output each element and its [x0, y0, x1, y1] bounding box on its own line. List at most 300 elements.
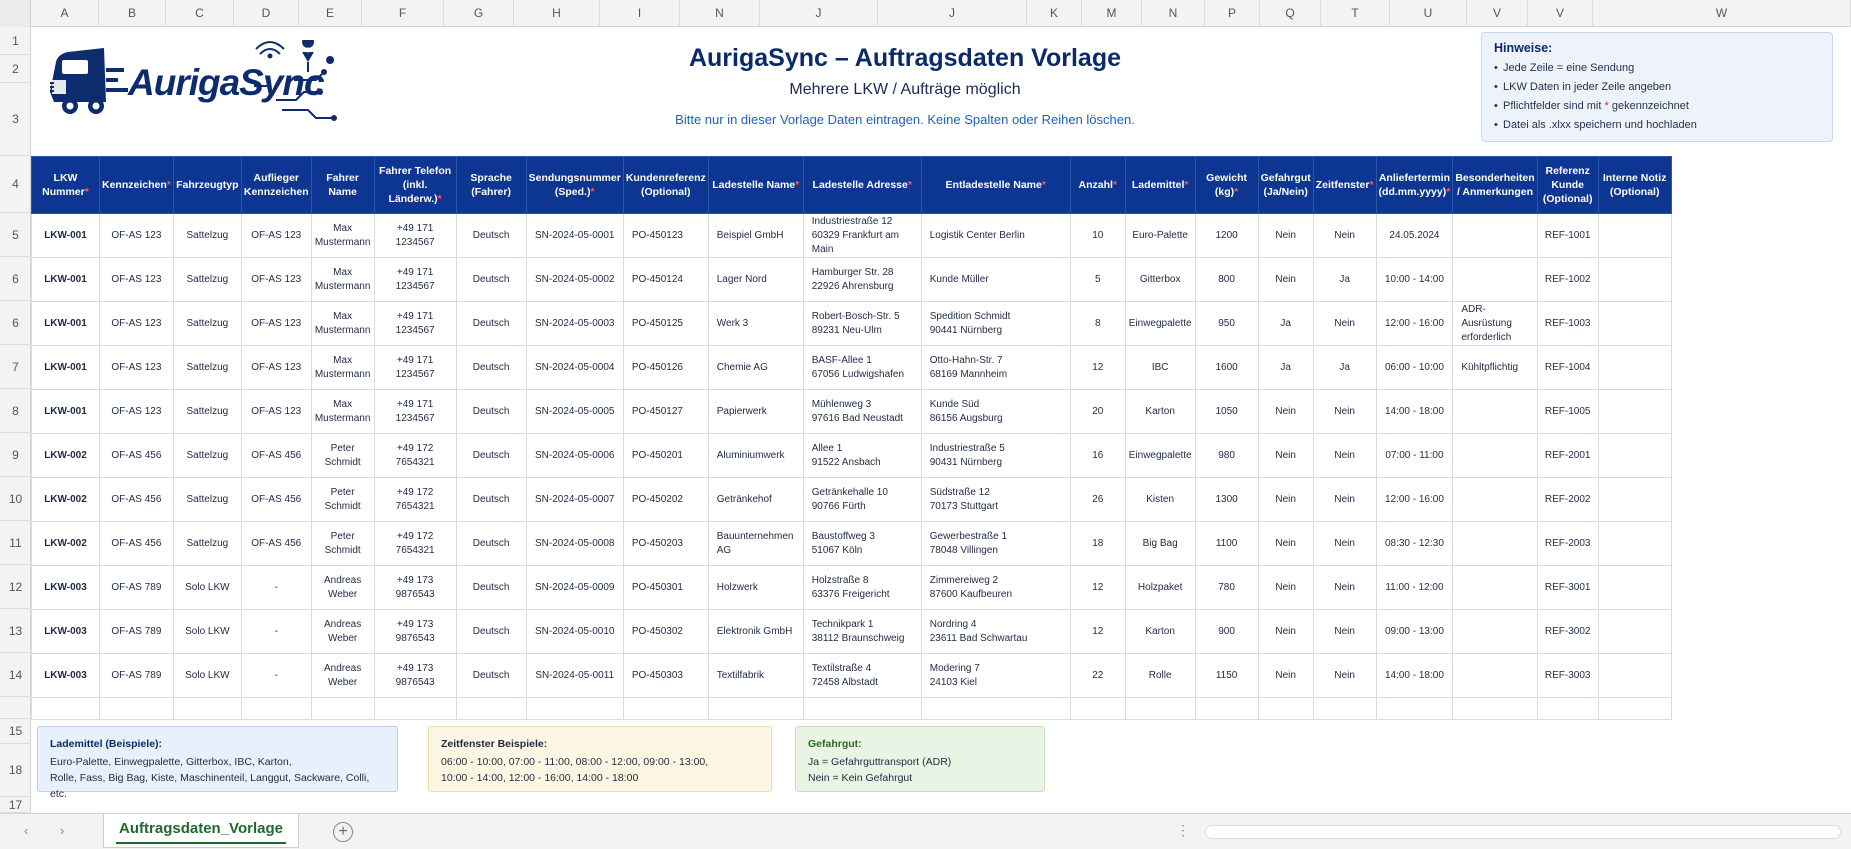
table-cell[interactable]: LKW-001	[32, 302, 100, 346]
column-title[interactable]	[921, 157, 1070, 214]
table-cell[interactable]: 950	[1195, 302, 1258, 346]
table-cell[interactable]: Nein	[1258, 390, 1313, 434]
table-cell[interactable]	[374, 698, 456, 720]
table-cell[interactable]: Spedition Schmidt 90441 Nürnberg	[921, 302, 1070, 346]
table-cell[interactable]: Nein	[1258, 478, 1313, 522]
table-cell[interactable]: 08:30 - 12:30	[1376, 522, 1453, 566]
table-cell[interactable]: PO-450201	[623, 434, 708, 478]
table-cell[interactable]: SN-2024-05-0004	[526, 346, 623, 390]
table-cell[interactable]: Max Mustermann	[311, 346, 374, 390]
table-cell[interactable]: Nein	[1258, 654, 1313, 698]
column-title[interactable]	[1598, 157, 1671, 214]
table-cell[interactable]	[1453, 522, 1537, 566]
column-title[interactable]	[1453, 157, 1537, 214]
table-cell[interactable]: Nein	[1313, 522, 1376, 566]
column-header[interactable]: K	[1027, 0, 1082, 27]
row-header[interactable]: 5	[0, 213, 31, 257]
table-cell[interactable]: BASF-Allee 1 67056 Ludwigshafen	[803, 346, 921, 390]
table-cell[interactable]: OF-AS 123	[100, 390, 174, 434]
table-cell[interactable]: IBC	[1125, 346, 1195, 390]
table-cell[interactable]: REF-2002	[1537, 478, 1598, 522]
table-cell[interactable]: Einwegpalette	[1125, 302, 1195, 346]
table-cell[interactable]: Textilfabrik	[708, 654, 803, 698]
column-header[interactable]: V	[1528, 0, 1593, 27]
table-cell[interactable]: Sattelzug	[173, 302, 241, 346]
table-cell[interactable]	[1598, 610, 1671, 654]
table-cell[interactable]: Holzstraße 8 63376 Freigericht	[803, 566, 921, 610]
table-cell[interactable]: Mühlenweg 3 97616 Bad Neustadt	[803, 390, 921, 434]
table-cell[interactable]	[1598, 478, 1671, 522]
table-cell[interactable]: Otto-Hahn-Str. 7 68169 Mannheim	[921, 346, 1070, 390]
table-cell[interactable]: OF-AS 456	[241, 478, 311, 522]
table-cell[interactable]: PO-450123	[623, 214, 708, 258]
table-cell[interactable]: Getränkehalle 10 90766 Fürth	[803, 478, 921, 522]
table-cell[interactable]	[1453, 610, 1537, 654]
table-cell[interactable]: 16	[1070, 434, 1125, 478]
table-cell[interactable]: Industriestraße 5 90431 Nürnberg	[921, 434, 1070, 478]
table-cell[interactable]: OF-AS 789	[100, 654, 174, 698]
table-cell[interactable]: OF-AS 123	[241, 346, 311, 390]
table-cell[interactable]: Deutsch	[456, 346, 526, 390]
table-cell[interactable]: 900	[1195, 610, 1258, 654]
table-cell[interactable]: LKW-001	[32, 390, 100, 434]
table-cell[interactable]: PO-450124	[623, 258, 708, 302]
table-cell[interactable]: PO-450301	[623, 566, 708, 610]
column-title[interactable]	[374, 157, 456, 214]
table-cell[interactable]: +49 173 9876543	[374, 566, 456, 610]
table-cell[interactable]: 5	[1070, 258, 1125, 302]
table-cell[interactable]: PO-450126	[623, 346, 708, 390]
row-header[interactable]: 9	[0, 433, 31, 477]
table-cell[interactable]: Ja	[1258, 346, 1313, 390]
table-cell[interactable]: -	[241, 610, 311, 654]
table-cell[interactable]: Sattelzug	[173, 434, 241, 478]
table-cell[interactable]	[1195, 698, 1258, 720]
table-cell[interactable]: +49 172 7654321	[374, 522, 456, 566]
table-cell[interactable]: +49 173 9876543	[374, 610, 456, 654]
table-cell[interactable]	[32, 698, 100, 720]
table-cell[interactable]: Peter Schmidt	[311, 434, 374, 478]
table-cell[interactable]	[1453, 478, 1537, 522]
table-cell[interactable]: 22	[1070, 654, 1125, 698]
table-cell[interactable]: Nein	[1313, 654, 1376, 698]
table-cell[interactable]: Solo LKW	[173, 654, 241, 698]
table-cell[interactable]: OF-AS 456	[100, 522, 174, 566]
table-cell[interactable]: +49 173 9876543	[374, 654, 456, 698]
select-all-corner[interactable]	[0, 0, 31, 27]
table-cell[interactable]	[921, 698, 1070, 720]
table-cell[interactable]: 12:00 - 16:00	[1376, 478, 1453, 522]
column-header[interactable]: H	[514, 0, 600, 27]
table-cell[interactable]: LKW-003	[32, 654, 100, 698]
add-sheet-button[interactable]: +	[333, 822, 353, 842]
table-cell[interactable]: REF-1004	[1537, 346, 1598, 390]
table-cell[interactable]: Allee 1 91522 Ansbach	[803, 434, 921, 478]
table-cell[interactable]: Nein	[1313, 478, 1376, 522]
table-cell[interactable]: Industriestraße 12 60329 Frankfurt am Main	[803, 214, 921, 258]
table-cell[interactable]: Einwegpalette	[1125, 434, 1195, 478]
row-header[interactable]: 11	[0, 521, 31, 565]
column-title[interactable]	[1313, 157, 1376, 214]
column-title[interactable]	[526, 157, 623, 214]
table-cell[interactable]: PO-450125	[623, 302, 708, 346]
table-cell[interactable]: PO-450127	[623, 390, 708, 434]
table-cell[interactable]: +49 172 7654321	[374, 478, 456, 522]
table-cell[interactable]: OF-AS 456	[100, 478, 174, 522]
table-cell[interactable]	[1537, 698, 1598, 720]
table-cell[interactable]	[1598, 302, 1671, 346]
table-cell[interactable]	[1453, 390, 1537, 434]
table-cell[interactable]: 1050	[1195, 390, 1258, 434]
table-cell[interactable]: 800	[1195, 258, 1258, 302]
table-cell[interactable]: 12	[1070, 610, 1125, 654]
table-cell[interactable]: Kühltpflichtig	[1453, 346, 1537, 390]
table-cell[interactable]: +49 171 1234567	[374, 258, 456, 302]
table-cell[interactable]: Logistik Center Berlin	[921, 214, 1070, 258]
table-cell[interactable]: LKW-001	[32, 346, 100, 390]
table-cell[interactable]: ADR-Ausrüstung erforderlich	[1453, 302, 1537, 346]
table-cell[interactable]: Andreas Weber	[311, 566, 374, 610]
table-cell[interactable]: Kunde Müller	[921, 258, 1070, 302]
table-cell[interactable]: Gitterbox	[1125, 258, 1195, 302]
table-cell[interactable]: 1150	[1195, 654, 1258, 698]
table-cell[interactable]: Nein	[1258, 434, 1313, 478]
table-cell[interactable]: Nein	[1258, 522, 1313, 566]
table-cell[interactable]: Max Mustermann	[311, 258, 374, 302]
table-cell[interactable]: OF-AS 123	[241, 390, 311, 434]
column-title[interactable]	[241, 157, 311, 214]
table-cell[interactable]	[1598, 390, 1671, 434]
table-cell[interactable]: Deutsch	[456, 478, 526, 522]
table-cell[interactable]: 780	[1195, 566, 1258, 610]
table-cell[interactable]	[1453, 214, 1537, 258]
column-header[interactable]: T	[1321, 0, 1390, 27]
table-cell[interactable]: Euro-Palette	[1125, 214, 1195, 258]
row-header[interactable]: 8	[0, 389, 31, 433]
table-cell[interactable]: OF-AS 123	[241, 302, 311, 346]
column-title[interactable]	[1537, 157, 1598, 214]
table-cell[interactable]: Deutsch	[456, 654, 526, 698]
table-cell[interactable]: OF-AS 789	[100, 610, 174, 654]
table-cell[interactable]: SN-2024-05-0011	[526, 654, 623, 698]
table-cell[interactable]: 18	[1070, 522, 1125, 566]
column-header[interactable]: V	[1467, 0, 1528, 27]
table-cell[interactable]: Sattelzug	[173, 522, 241, 566]
column-header[interactable]: A	[31, 0, 99, 27]
table-cell[interactable]: Nein	[1313, 390, 1376, 434]
table-cell[interactable]: LKW-002	[32, 478, 100, 522]
table-cell[interactable]: Deutsch	[456, 258, 526, 302]
table-cell[interactable]	[241, 698, 311, 720]
column-title[interactable]	[100, 157, 174, 214]
table-cell[interactable]: SN-2024-05-0009	[526, 566, 623, 610]
table-cell[interactable]: Ja	[1258, 302, 1313, 346]
table-cell[interactable]: OF-AS 123	[100, 214, 174, 258]
table-cell[interactable]: 12:00 - 16:00	[1376, 302, 1453, 346]
table-cell[interactable]: Zimmereiweg 2 87600 Kaufbeuren	[921, 566, 1070, 610]
table-cell[interactable]: Holzpaket	[1125, 566, 1195, 610]
table-cell[interactable]: REF-1005	[1537, 390, 1598, 434]
column-header[interactable]: G	[444, 0, 514, 27]
table-cell[interactable]: Technikpark 1 38112 Braunschweig	[803, 610, 921, 654]
table-cell[interactable]	[1453, 698, 1537, 720]
table-cell[interactable]	[1598, 522, 1671, 566]
table-cell[interactable]: REF-1002	[1537, 258, 1598, 302]
table-cell[interactable]: Bauunternehmen AG	[708, 522, 803, 566]
column-title[interactable]	[32, 157, 100, 214]
column-title[interactable]	[1258, 157, 1313, 214]
table-cell[interactable]: LKW-001	[32, 214, 100, 258]
column-header[interactable]: D	[234, 0, 299, 27]
table-cell[interactable]: 1600	[1195, 346, 1258, 390]
table-cell[interactable]: 1300	[1195, 478, 1258, 522]
table-cell[interactable]: SN-2024-05-0005	[526, 390, 623, 434]
table-cell[interactable]: 14:00 - 18:00	[1376, 654, 1453, 698]
column-header[interactable]: J	[760, 0, 878, 27]
table-cell[interactable]	[1598, 214, 1671, 258]
column-title[interactable]	[708, 157, 803, 214]
table-cell[interactable]: Hamburger Str. 28 22926 Ahrensburg	[803, 258, 921, 302]
column-header[interactable]: E	[299, 0, 362, 27]
row-header[interactable]: 4	[0, 156, 31, 213]
column-header[interactable]: M	[1082, 0, 1142, 27]
table-cell[interactable]	[526, 698, 623, 720]
table-cell[interactable]: Nein	[1258, 214, 1313, 258]
column-title[interactable]	[456, 157, 526, 214]
table-cell[interactable]	[803, 698, 921, 720]
table-cell[interactable]: 24.05.2024	[1376, 214, 1453, 258]
table-cell[interactable]: Peter Schmidt	[311, 522, 374, 566]
table-cell[interactable]: SN-2024-05-0006	[526, 434, 623, 478]
table-cell[interactable]: Nein	[1313, 214, 1376, 258]
column-header[interactable]: P	[1205, 0, 1260, 27]
table-cell[interactable]: Max Mustermann	[311, 302, 374, 346]
table-cell[interactable]: LKW-001	[32, 258, 100, 302]
table-cell[interactable]: Nein	[1258, 258, 1313, 302]
table-cell[interactable]: 06:00 - 10:00	[1376, 346, 1453, 390]
column-title[interactable]	[1125, 157, 1195, 214]
table-cell[interactable]: 09:00 - 13:00	[1376, 610, 1453, 654]
row-header[interactable]: 6	[0, 257, 31, 301]
table-cell[interactable]	[1598, 346, 1671, 390]
table-cell[interactable]: OF-AS 456	[241, 434, 311, 478]
table-cell[interactable]: Getränkehof	[708, 478, 803, 522]
table-cell[interactable]	[100, 698, 174, 720]
column-header[interactable]: N	[680, 0, 760, 27]
table-cell[interactable]: Papierwerk	[708, 390, 803, 434]
table-cell[interactable]: 20	[1070, 390, 1125, 434]
column-header[interactable]: N	[1142, 0, 1205, 27]
table-cell[interactable]: LKW-003	[32, 566, 100, 610]
table-cell[interactable]: Baustoffweg 3 51067 Köln	[803, 522, 921, 566]
table-cell[interactable]: LKW-002	[32, 522, 100, 566]
table-cell[interactable]: OF-AS 123	[241, 258, 311, 302]
table-cell[interactable]	[1453, 258, 1537, 302]
table-cell[interactable]: Elektronik GmbH	[708, 610, 803, 654]
table-cell[interactable]: OF-AS 456	[241, 522, 311, 566]
table-cell[interactable]: 8	[1070, 302, 1125, 346]
table-cell[interactable]: SN-2024-05-0008	[526, 522, 623, 566]
table-cell[interactable]: Modering 7 24103 Kiel	[921, 654, 1070, 698]
table-cell[interactable]: SN-2024-05-0001	[526, 214, 623, 258]
table-cell[interactable]	[1453, 654, 1537, 698]
row-header[interactable]: 12	[0, 565, 31, 609]
table-cell[interactable]: Solo LKW	[173, 610, 241, 654]
table-cell[interactable]	[1125, 698, 1195, 720]
table-cell[interactable]: REF-1001	[1537, 214, 1598, 258]
row-header[interactable]	[0, 697, 31, 719]
table-cell[interactable]: Aluminiumwerk	[708, 434, 803, 478]
table-cell[interactable]: Sattelzug	[173, 390, 241, 434]
table-cell[interactable]: Ja	[1313, 258, 1376, 302]
table-cell[interactable]: +49 172 7654321	[374, 434, 456, 478]
row-header[interactable]: 15	[0, 719, 31, 744]
table-cell[interactable]: 10:00 - 14:00	[1376, 258, 1453, 302]
table-cell[interactable]: Karton	[1125, 390, 1195, 434]
table-cell[interactable]: 1100	[1195, 522, 1258, 566]
table-cell[interactable]: Nein	[1313, 302, 1376, 346]
table-cell[interactable]	[1070, 698, 1125, 720]
table-cell[interactable]: Nein	[1258, 610, 1313, 654]
table-cell[interactable]: 1200	[1195, 214, 1258, 258]
table-cell[interactable]: SN-2024-05-0010	[526, 610, 623, 654]
next-sheet-icon[interactable]: ›	[60, 823, 65, 838]
table-cell[interactable]: Kisten	[1125, 478, 1195, 522]
column-header[interactable]: F	[362, 0, 444, 27]
sheet-tab-auftragsdaten[interactable]: Auftragsdaten_Vorlage	[103, 814, 299, 848]
row-header[interactable]: 6	[0, 301, 31, 345]
table-cell[interactable]: Textilstraße 4 72458 Albstadt	[803, 654, 921, 698]
table-cell[interactable]: +49 171 1234567	[374, 214, 456, 258]
table-cell[interactable]: OF-AS 123	[100, 302, 174, 346]
table-cell[interactable]: OF-AS 123	[100, 258, 174, 302]
table-cell[interactable]	[1453, 566, 1537, 610]
table-cell[interactable]: SN-2024-05-0002	[526, 258, 623, 302]
table-cell[interactable]	[1598, 434, 1671, 478]
table-cell[interactable]: Nein	[1313, 566, 1376, 610]
table-cell[interactable]: Werk 3	[708, 302, 803, 346]
table-cell[interactable]: PO-450303	[623, 654, 708, 698]
table-cell[interactable]: REF-3003	[1537, 654, 1598, 698]
table-cell[interactable]: PO-450203	[623, 522, 708, 566]
table-cell[interactable]: OF-AS 123	[100, 346, 174, 390]
table-cell[interactable]: 12	[1070, 566, 1125, 610]
table-cell[interactable]: 14:00 - 18:00	[1376, 390, 1453, 434]
table-cell[interactable]	[1313, 698, 1376, 720]
row-header[interactable]: 18	[0, 744, 31, 797]
row-header[interactable]: 3	[0, 83, 31, 156]
table-cell[interactable]: Max Mustermann	[311, 390, 374, 434]
row-header[interactable]: 1	[0, 27, 31, 55]
table-cell[interactable]: 12	[1070, 346, 1125, 390]
column-title[interactable]	[173, 157, 241, 214]
column-title[interactable]	[1195, 157, 1258, 214]
table-cell[interactable]	[1598, 258, 1671, 302]
table-cell[interactable]: Beispiel GmbH	[708, 214, 803, 258]
table-cell[interactable]: LKW-003	[32, 610, 100, 654]
table-cell[interactable]: Ja	[1313, 346, 1376, 390]
table-cell[interactable]: Deutsch	[456, 610, 526, 654]
table-cell[interactable]: +49 171 1234567	[374, 346, 456, 390]
column-header[interactable]: B	[99, 0, 166, 27]
table-cell[interactable]: 07:00 - 11:00	[1376, 434, 1453, 478]
table-cell[interactable]: 980	[1195, 434, 1258, 478]
table-cell[interactable]: Sattelzug	[173, 258, 241, 302]
table-cell[interactable]: Holzwerk	[708, 566, 803, 610]
table-cell[interactable]: REF-2001	[1537, 434, 1598, 478]
column-header[interactable]: W	[1593, 0, 1851, 27]
column-header[interactable]: U	[1390, 0, 1467, 27]
table-cell[interactable]: +49 171 1234567	[374, 302, 456, 346]
prev-sheet-icon[interactable]: ‹	[24, 823, 29, 838]
row-header[interactable]: 14	[0, 653, 31, 697]
table-cell[interactable]: REF-3002	[1537, 610, 1598, 654]
table-cell[interactable]: Andreas Weber	[311, 610, 374, 654]
table-cell[interactable]: Kunde Süd 86156 Augsburg	[921, 390, 1070, 434]
column-title[interactable]	[1070, 157, 1125, 214]
table-cell[interactable]: -	[241, 654, 311, 698]
table-cell[interactable]: Rolle	[1125, 654, 1195, 698]
table-cell[interactable]: 11:00 - 12:00	[1376, 566, 1453, 610]
table-cell[interactable]: Deutsch	[456, 390, 526, 434]
table-cell[interactable]: OF-AS 789	[100, 566, 174, 610]
column-header[interactable]: Q	[1260, 0, 1321, 27]
table-cell[interactable]: Karton	[1125, 610, 1195, 654]
table-cell[interactable]: Deutsch	[456, 566, 526, 610]
table-cell[interactable]: Sattelzug	[173, 214, 241, 258]
table-cell[interactable]: Deutsch	[456, 434, 526, 478]
table-cell[interactable]: LKW-002	[32, 434, 100, 478]
table-cell[interactable]: Sattelzug	[173, 478, 241, 522]
table-cell[interactable]: +49 171 1234567	[374, 390, 456, 434]
table-cell[interactable]: SN-2024-05-0003	[526, 302, 623, 346]
table-cell[interactable]: Robert-Bosch-Str. 5 89231 Neu-Ulm	[803, 302, 921, 346]
row-header[interactable]: 13	[0, 609, 31, 653]
table-cell[interactable]	[173, 698, 241, 720]
table-cell[interactable]: Deutsch	[456, 302, 526, 346]
table-cell[interactable]: OF-AS 456	[100, 434, 174, 478]
column-title[interactable]	[311, 157, 374, 214]
table-cell[interactable]: SN-2024-05-0007	[526, 478, 623, 522]
table-cell[interactable]: Lager Nord	[708, 258, 803, 302]
table-cell[interactable]	[623, 698, 708, 720]
more-options-icon[interactable]: ⋮	[1176, 822, 1190, 838]
column-title[interactable]	[1376, 157, 1453, 214]
row-header[interactable]: 10	[0, 477, 31, 521]
table-cell[interactable]: REF-3001	[1537, 566, 1598, 610]
table-cell[interactable]	[1453, 434, 1537, 478]
row-header[interactable]: 7	[0, 345, 31, 389]
table-cell[interactable]: Andreas Weber	[311, 654, 374, 698]
table-cell[interactable]: -	[241, 566, 311, 610]
table-cell[interactable]: PO-450202	[623, 478, 708, 522]
column-title[interactable]	[803, 157, 921, 214]
table-cell[interactable]: Nordring 4 23611 Bad Schwartau	[921, 610, 1070, 654]
table-cell[interactable]: Big Bag	[1125, 522, 1195, 566]
table-cell[interactable]: Gewerbestraße 1 78048 Villingen	[921, 522, 1070, 566]
column-header[interactable]: J	[878, 0, 1027, 27]
column-header[interactable]: I	[600, 0, 680, 27]
horizontal-scrollbar[interactable]	[1205, 825, 1841, 839]
table-cell[interactable]: REF-1003	[1537, 302, 1598, 346]
table-cell[interactable]	[1598, 654, 1671, 698]
column-title[interactable]	[623, 157, 708, 214]
table-cell[interactable]: Deutsch	[456, 214, 526, 258]
table-cell[interactable]: Südstraße 12 70173 Stuttgart	[921, 478, 1070, 522]
table-cell[interactable]: Nein	[1258, 566, 1313, 610]
table-cell[interactable]: Chemie AG	[708, 346, 803, 390]
row-header[interactable]: 2	[0, 55, 31, 83]
